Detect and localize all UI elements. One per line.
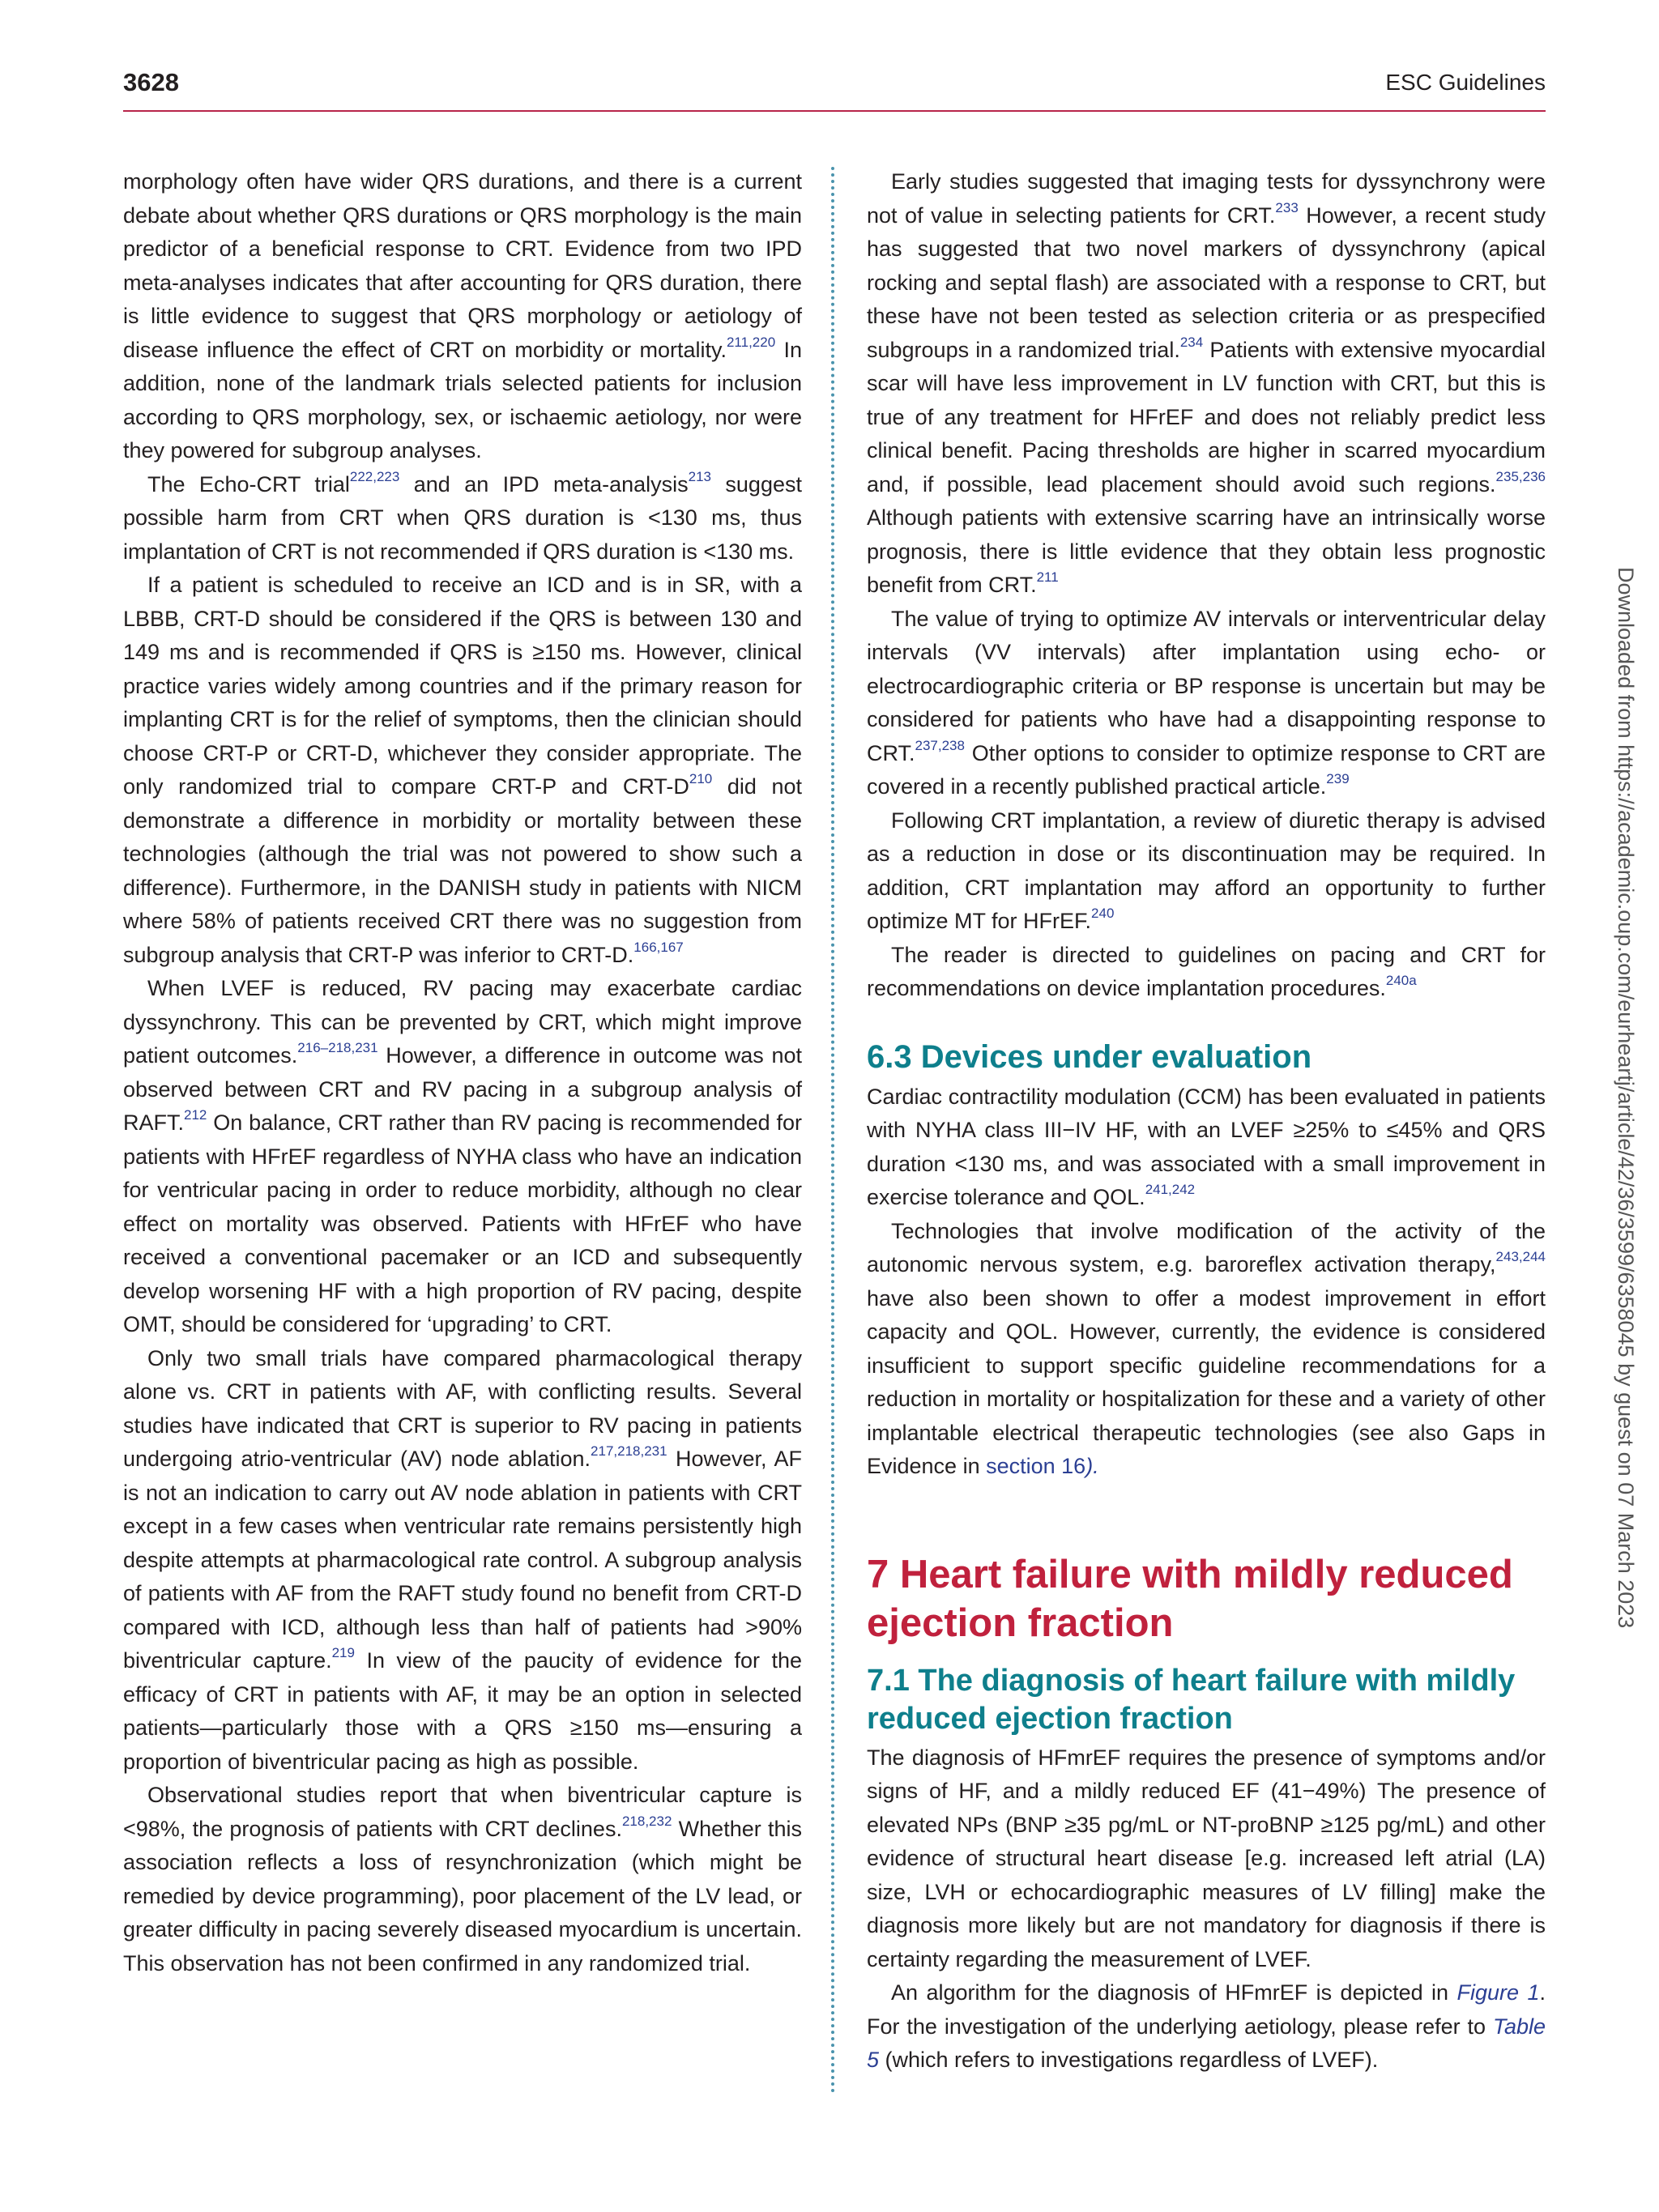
text: suggest possible harm from CRT when QRS duration is <130 ms, thus implantation of CRT is not recommended if QRS duration is <130 ms.: [123, 471, 802, 564]
text: However, a recent study has suggested that two novel markers of dyssynchrony (apical rocking and septal flash) are associated with a response to CRT, but these have not been tested as selection criteria or as prespecified subgroups in a randomized trial.: [867, 202, 1546, 362]
text: An algorithm for the diagnosis of HFmrEF is depicted in: [891, 1980, 1457, 2005]
text: The diagnosis of HFmrEF requires the presence of symptoms and/or signs of HF, and a mildly reduced EF (41−49%) The presence of elevated NPs (BNP ≥35 pg/mL or NT-proBNP ≥125 pg/mL) and other evidence of structural heart disease [e.g. increased left atrial (LA) size, LVH or echocardiographic measures of LV filling] make the diagnosis more likely but are not mandatory for diagnosis if there is certainty regarding the measurement of LVEF.: [867, 1745, 1546, 1971]
column-divider: [831, 167, 834, 2095]
citation[interactable]: 219: [331, 1645, 355, 1660]
text: morphology often have wider QRS durations, and there is a current debate about whether QRS durations or QRS morphology is the main predictor of a beneficial response to CRT. Evidence from two IPD meta-analyses indicates that after accounting for QRS duration, there is little evidence to suggest that QRS morphology or aetiology of disease influence the effect of CRT on morbidity or mortality.: [123, 169, 802, 362]
table-link[interactable]: Table 5: [867, 2014, 1546, 2072]
text: Other options to consider to optimize response to CRT are covered in a recently published practical article.: [867, 740, 1546, 799]
text: The Echo-CRT trial: [147, 471, 350, 497]
paragraph: [867, 1080, 1546, 1215]
text: On balance, CRT rather than RV pacing is recommended for patients with HFrEF regardless of NYHA class who have an indication for ventricular pacing in order to reduce morbidity, although no clear effect on mortality was observed. Patients with HFrEF who have received a conventional pacemaker or an ICD and subsequently develop worsening HF with a high proportion of RV pacing, despite OMT, should be considered for ‘upgrading’ to CRT.: [123, 1110, 802, 1336]
paragraph: [867, 1976, 1546, 2078]
section-link[interactable]: section 16: [986, 1454, 1086, 1478]
text: However, AF is not an indication to carry out AV node ablation in patients with CRT except in a few cases when ventricular rate remains persistently high despite attempts at pharmacological rate control. A subgroup analysis of patients with AF from the RAFT study found no benefit from CRT-D compared with ICD, although less than half of patients had >90% biventricular capture.: [123, 1447, 802, 1673]
text: In addition, none of the landmark trials selected patients for inclusion according to QRS morphology, sex, or ischaemic aetiology, nor were they powered for subgroup analyses.: [123, 337, 802, 462]
text: Following CRT implantation, a review of diuretic therapy is advised as a reduction in dose or its discontinuation may be required. In addition, CRT implantation may afford an opportunity to further optimize MT for HFrEF.: [867, 808, 1546, 933]
running-head: ESC Guidelines: [1385, 70, 1546, 95]
paragraph: [867, 804, 1546, 939]
text: In view of the paucity of evidence for the efficacy of CRT in patients with AF, it may be an option in selected patients—particularly those with a QRS ≥150 ms—ensuring a proportion of biventricular pacing as high as possible.: [123, 1648, 802, 1774]
citation[interactable]: 211: [1036, 569, 1059, 585]
citation[interactable]: 240: [1091, 906, 1115, 921]
text: Cardiac contractility modulation (CCM) has been evaluated in patients with NYHA class III−IV HF, with an LVEF ≥25% to ≤45% and QRS duration <130 ms, and was associated with a small improvement in exercise tolerance and QOL.: [867, 1084, 1546, 1209]
citation[interactable]: 213: [688, 468, 711, 484]
text: However, a difference in outcome was not observed between CRT and RV pacing in a subgroup analysis of RAFT.: [123, 1043, 802, 1135]
chapter-heading-7: 7 Heart failure with mildly reduced ejection fraction: [867, 1552, 1513, 1645]
page-number: 3628: [123, 68, 179, 96]
citation[interactable]: 210: [689, 771, 713, 786]
page-header: [123, 68, 1546, 112]
text: If a patient is scheduled to receive an ICD and is in SR, with a LBBB, CRT-D should be considered if the QRS is between 130 and 149 ms and is recommended if QRS is ≥150 ms. However, clinical practice varies widely among countries and if the primary reason for implanting CRT is for the relief of symptoms, then the clinician should choose CRT-P or CRT-D, whichever they consider appropriate. The only randomized trial to compare CRT-P and CRT-D: [123, 573, 802, 799]
text: ).: [1085, 1454, 1099, 1478]
citation[interactable]: 234: [1179, 334, 1204, 350]
citation[interactable]: 240a: [1385, 973, 1417, 988]
text: Observational studies report that when biventricular capture is <98%, the prognosis of patients with CRT declines.: [123, 1783, 802, 1841]
text: Technologies that involve modification of the activity of the autonomic nervous system, e.g. baroreflex activation therapy,: [867, 1218, 1546, 1276]
paragraph: [123, 468, 802, 569]
citation[interactable]: 241,242: [1145, 1182, 1196, 1197]
citation[interactable]: 243,244: [1495, 1249, 1546, 1264]
citation[interactable]: 212: [184, 1107, 207, 1123]
paragraph: [867, 603, 1546, 804]
right-column: [867, 165, 1546, 2078]
paragraph: [123, 972, 802, 1342]
section-heading-7-1: 7.1 The diagnosis of heart failure with mildly reduced ejection fraction: [867, 1663, 1516, 1736]
text: Early studies suggested that imaging tests for dyssynchrony were not of value in selecting patients for CRT.: [867, 169, 1546, 228]
text: Whether this association reflects a loss of resynchronization (which might be remedied by device programming), poor placement of the LV lead, or greater difficulty in pacing severely diseased myocardium is uncertain. This observation has not been confirmed in any randomized trial.: [123, 1816, 802, 1975]
paragraph: [867, 1741, 1546, 1977]
paragraph: [123, 569, 802, 972]
paragraph: [123, 1779, 802, 1980]
citation[interactable]: 211,220: [726, 334, 776, 350]
paragraph: [867, 1215, 1546, 1484]
text: and an IPD meta-analysis: [399, 471, 689, 497]
figure-link[interactable]: Figure 1: [1456, 1980, 1540, 2005]
text: did not demonstrate a difference in morbidity or mortality between these technologies (although the trial was not powered to show such a difference). Furthermore, in the DANISH study in patients with NICM where 58% of patients received CRT there was no suggestion from subgroup analysis that CRT-P was inferior to CRT-D.: [123, 774, 802, 967]
citation[interactable]: 222,223: [349, 468, 400, 484]
text: have also been shown to offer a modest improvement in effort capacity and QOL. However, currently, the evidence is considered insufficient to support specific guideline recommendations for a reduction in mortality or hospitalization for these and a variety of other implantable electrical therapeutic technologies (see also Gaps in Evidence in: [867, 1285, 1546, 1478]
text: The value of trying to optimize AV intervals or interventricular delay intervals (VV intervals) after implantation using echo- or electrocardiographic criteria or BP response is uncertain but may be considered for patients who have had a disappointing response to CRT.: [867, 606, 1546, 765]
section-heading-6-3: 6.3 Devices under evaluation: [867, 1038, 1312, 1075]
text: When LVEF is reduced, RV pacing may exacerbate cardiac dyssynchrony. This can be prevented by CRT, which might improve patient outcomes.: [123, 976, 802, 1068]
paragraph: [867, 165, 1546, 603]
text: . For the investigation of the underlying aetiology, please refer to: [867, 1980, 1546, 2039]
paragraph: [867, 939, 1546, 1006]
left-column: [123, 165, 802, 1980]
text: (which refers to investigations regardless of LVEF).: [879, 2048, 1379, 2072]
citation[interactable]: 235,236: [1495, 468, 1546, 484]
citation[interactable]: 233: [1275, 199, 1299, 215]
citation[interactable]: 216–218,231: [297, 1040, 378, 1055]
citation[interactable]: 237,238: [915, 737, 965, 753]
text: Although patients with extensive scarring have an intrinsically worse prognosis, there is little evidence that they obtain less prognostic benefit from CRT.: [867, 505, 1546, 597]
text: Only two small trials have compared pharmacological therapy alone vs. CRT in patients with AF, with conflicting results. Several studies have indicated that CRT is superior to RV pacing in patients undergoing atrio-ventricular (AV) node ablation.: [123, 1345, 802, 1471]
text: The reader is directed to guidelines on pacing and CRT for recommendations on device implantation procedures.: [867, 942, 1546, 1000]
citation[interactable]: 166,167: [633, 939, 684, 955]
citation[interactable]: 218,232: [621, 1813, 672, 1829]
citation[interactable]: 239: [1326, 771, 1350, 786]
text: Patients with extensive myocardial scar will have less improvement in LV function with CRT, but this is true of any treatment for HFrEF and does not reliably predict less clinical benefit. Pacing thresholds are higher in scarred myocardium and, if possible, lead placement should avoid such regions.: [867, 337, 1546, 497]
download-notice: Downloaded from https://academic.oup.com/eurheartj/article/42/36/3599/6358045 by guest on 07 March 2023: [1614, 567, 1638, 1629]
paragraph: [123, 1342, 802, 1779]
citation[interactable]: 217,218,231: [591, 1443, 667, 1459]
download-watermark: [1610, 567, 1642, 1701]
paragraph: [123, 165, 802, 468]
